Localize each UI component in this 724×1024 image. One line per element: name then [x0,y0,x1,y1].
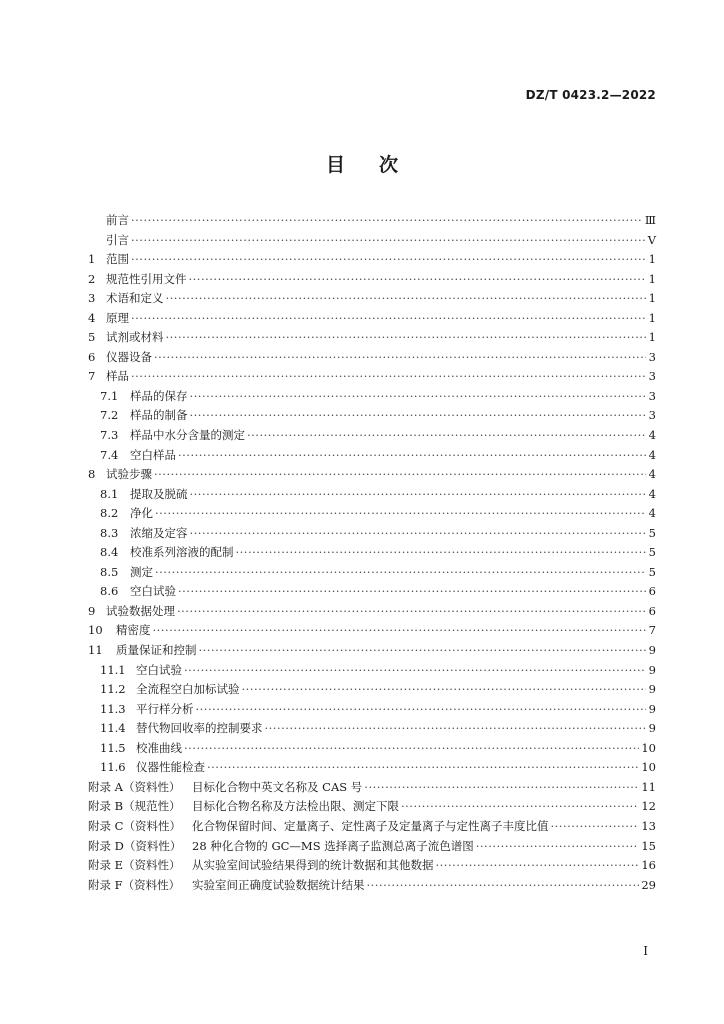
toc-entry-number: 11.1 [100,662,126,677]
toc-entry[interactable] [88,602,656,622]
toc-entry-page: 12 [641,799,656,814]
toc-entry[interactable] [88,797,656,817]
toc-entry[interactable] [88,465,656,485]
toc-entry-number: 11 [88,643,103,658]
toc-dot-leader [131,367,646,387]
toc-dot-leader [190,485,647,505]
toc-entry-page: 29 [641,877,656,892]
toc-entry-title: 样品中水分含量的测定 [130,428,245,443]
toc-dot-leader [436,856,640,876]
toc-dot-leader [190,387,647,407]
table-of-contents [88,211,656,895]
page-title-char-2: 次 [379,154,399,176]
toc-entry-title: 空白样品 [130,447,176,462]
toc-entry-title: 精密度 [116,623,151,638]
toc-entry-page: 1 [648,291,656,306]
toc-entry-page: 4 [648,506,656,521]
toc-entry[interactable] [88,231,656,251]
toc-entry-number: 8.6 [100,584,119,599]
toc-entry-page: 11 [641,779,656,794]
toc-dot-leader [476,837,640,857]
standard-code: DZ/T 0423.2—2022 [525,88,656,102]
toc-entry-title: 从实验室间试验结果得到的统计数据和其他数据 [192,858,434,873]
toc-entry[interactable] [88,758,656,778]
toc-dot-leader [367,876,640,896]
toc-entry-title: 空白试验 [130,584,176,599]
toc-entry-page: 7 [648,623,656,638]
toc-entry[interactable] [88,348,656,368]
toc-entry-page: 1 [648,310,656,325]
toc-entry[interactable] [88,485,656,505]
toc-entry[interactable] [88,739,656,759]
toc-entry-number: 附录 E（资料性） [88,858,181,873]
toc-entry[interactable] [88,387,656,407]
toc-entry-page: Ⅲ [644,213,656,227]
toc-entry-title: 浓缩及定容 [130,525,188,540]
toc-entry-page: 1 [648,330,656,345]
toc-entry-page: 9 [648,662,656,677]
toc-dot-leader [166,289,647,309]
toc-entry-page: 10 [641,740,656,755]
toc-entry-page: 1 [648,271,656,286]
toc-entry[interactable] [88,876,656,896]
toc-entry-page: 9 [648,721,656,736]
page-folio: Ⅰ [643,944,648,958]
toc-entry-title: 前言 [106,213,129,227]
toc-entry-number: 7.3 [100,428,119,443]
toc-entry-number: 11.2 [100,682,126,697]
toc-entry[interactable] [88,817,656,837]
toc-dot-leader [177,602,646,622]
toc-dot-leader [178,582,646,602]
toc-entry-page: 5 [648,564,656,579]
toc-entry-number: 7.4 [100,447,119,462]
toc-entry-title: 仪器性能检查 [136,760,205,775]
toc-dot-leader [401,797,639,817]
toc-entry-number: 8.4 [100,545,119,560]
toc-entry-title: 试验步骤 [106,467,152,482]
toc-entry-page: 15 [641,838,656,853]
toc-entry-page: 5 [648,525,656,540]
toc-dot-leader [265,719,647,739]
toc-dot-leader [551,817,640,837]
toc-entry-number: 8 [88,467,96,482]
toc-dot-leader [131,309,646,329]
toc-entry-title: 校准曲线 [136,740,182,755]
toc-entry[interactable] [88,837,656,857]
toc-entry-title: 规范性引用文件 [106,271,187,286]
toc-entry-page: 9 [648,701,656,716]
toc-entry-title: 质量保证和控制 [116,643,197,658]
toc-dot-leader [189,270,647,290]
toc-entry-title: 试剂或材料 [106,330,164,345]
toc-entry-number: 8.3 [100,525,119,540]
toc-entry-page: 13 [641,818,656,833]
toc-dot-leader [199,641,647,661]
toc-entry-title: 试验数据处理 [106,603,175,618]
toc-entry-number: 附录 F（资料性） [88,877,181,892]
toc-dot-leader [190,524,647,544]
toc-entry[interactable] [88,446,656,466]
toc-entry-number: 2 [88,271,96,286]
toc-dot-leader [184,739,639,759]
toc-entry-page: 4 [648,447,656,462]
toc-entry-number: 11.6 [100,760,126,775]
toc-entry-number: 4 [88,310,96,325]
toc-entry-title: 目标化合物名称及方法检出限、测定下限 [192,799,399,814]
toc-entry-title: 范围 [106,252,129,267]
toc-entry[interactable] [88,211,656,231]
toc-entry-page: Ⅴ [647,232,656,247]
toc-dot-leader [247,426,646,446]
toc-entry-page: 6 [648,584,656,599]
toc-entry-number: 7.1 [100,388,119,403]
toc-entry-title: 化合物保留时间、定量离子、定性离子及定量离子与定性离子丰度比值 [192,818,549,833]
toc-entry-page: 16 [641,858,656,873]
toc-entry-page: 4 [648,486,656,501]
toc-entry[interactable] [88,856,656,876]
toc-entry[interactable] [88,680,656,700]
toc-entry-title: 术语和定义 [106,291,164,306]
toc-entry[interactable] [88,270,656,290]
toc-dot-leader [155,504,646,524]
toc-entry-title: 校准系列溶液的配制 [130,545,234,560]
toc-entry-page: 1 [648,252,656,267]
toc-entry-title: 空白试验 [136,662,182,677]
toc-dot-leader [166,328,647,348]
toc-entry-page: 5 [648,545,656,560]
toc-dot-leader [190,406,647,426]
toc-entry-title: 平行样分析 [136,701,194,716]
toc-entry-page: 6 [648,603,656,618]
toc-entry-title: 实验室间正确度试验数据统计结果 [192,877,365,892]
toc-entry-title: 净化 [130,506,153,521]
toc-entry[interactable] [88,563,656,583]
toc-entry-number: 3 [88,291,96,306]
toc-entry-number: 8.2 [100,506,119,521]
toc-entry-title: 28 种化合物的 GC—MS 选择离子监测总离子流色谱图 [192,838,474,853]
toc-entry[interactable] [88,406,656,426]
toc-entry[interactable] [88,700,656,720]
toc-entry[interactable] [88,367,656,387]
toc-entry-number: 8.5 [100,564,119,579]
toc-entry-page: 9 [648,643,656,658]
toc-entry-number: 7 [88,369,96,384]
toc-entry-number: 11.5 [100,740,126,755]
toc-entry[interactable] [88,641,656,661]
toc-dot-leader [184,661,646,681]
toc-entry[interactable] [88,661,656,681]
toc-dot-leader [131,231,646,251]
toc-entry[interactable] [88,524,656,544]
toc-entry-page: 3 [648,349,656,364]
toc-dot-leader [154,465,646,485]
toc-dot-leader [153,621,647,641]
toc-entry[interactable] [88,778,656,798]
toc-entry-title: 样品 [106,369,129,384]
toc-entry[interactable] [88,328,656,348]
toc-entry-title: 样品的保存 [130,388,188,403]
toc-entry[interactable] [88,289,656,309]
toc-dot-leader [131,250,646,270]
toc-dot-leader [155,563,646,583]
toc-entry[interactable] [88,543,656,563]
toc-dot-leader [207,758,639,778]
toc-entry[interactable] [88,250,656,270]
toc-entry[interactable] [88,719,656,739]
toc-entry-number: 5 [88,330,96,345]
toc-entry-title: 全流程空白加标试验 [136,682,240,697]
page-title [0,150,724,177]
toc-entry-number: 1 [88,252,96,267]
toc-dot-leader [131,211,643,231]
toc-entry-title: 目标化合物中英文名称及 CAS 号 [192,779,363,794]
toc-entry-page: 3 [648,369,656,384]
toc-entry-number: 6 [88,349,96,364]
toc-entry-number: 附录 B（规范性） [88,799,181,814]
toc-entry-number: 10 [88,623,103,638]
page-title-char-1: 目 [325,154,345,176]
toc-entry[interactable] [88,504,656,524]
toc-dot-leader [196,700,647,720]
toc-entry-title: 提取及脱硫 [130,486,188,501]
toc-dot-leader [236,543,647,563]
toc-entry-page: 4 [648,467,656,482]
toc-entry-page: 4 [648,428,656,443]
toc-entry-number: 附录 C（资料性） [88,818,181,833]
toc-entry-title: 引言 [106,232,129,247]
toc-entry-title: 测定 [130,564,153,579]
toc-entry-page: 3 [648,408,656,423]
toc-entry[interactable] [88,309,656,329]
toc-entry-title: 样品的制备 [130,408,188,423]
toc-entry[interactable] [88,621,656,641]
toc-dot-leader [178,446,646,466]
toc-entry-title: 替代物回收率的控制要求 [136,721,263,736]
toc-entry[interactable] [88,426,656,446]
toc-dot-leader [364,778,639,798]
toc-entry-page: 9 [648,682,656,697]
toc-entry-number: 8.1 [100,486,119,501]
toc-entry-number: 11.3 [100,701,126,716]
toc-entry-title: 仪器设备 [106,349,152,364]
toc-entry-number: 9 [88,603,96,618]
toc-entry-number: 附录 D（资料性） [88,838,182,853]
toc-entry-number: 7.2 [100,408,119,423]
toc-dot-leader [242,680,647,700]
toc-entry-number: 附录 A（资料性） [88,779,181,794]
toc-entry-title: 原理 [106,310,129,325]
toc-entry-page: 3 [648,388,656,403]
toc-entry-page: 10 [641,760,656,775]
toc-dot-leader [154,348,646,368]
toc-entry-number: 11.4 [100,721,126,736]
toc-entry[interactable] [88,582,656,602]
